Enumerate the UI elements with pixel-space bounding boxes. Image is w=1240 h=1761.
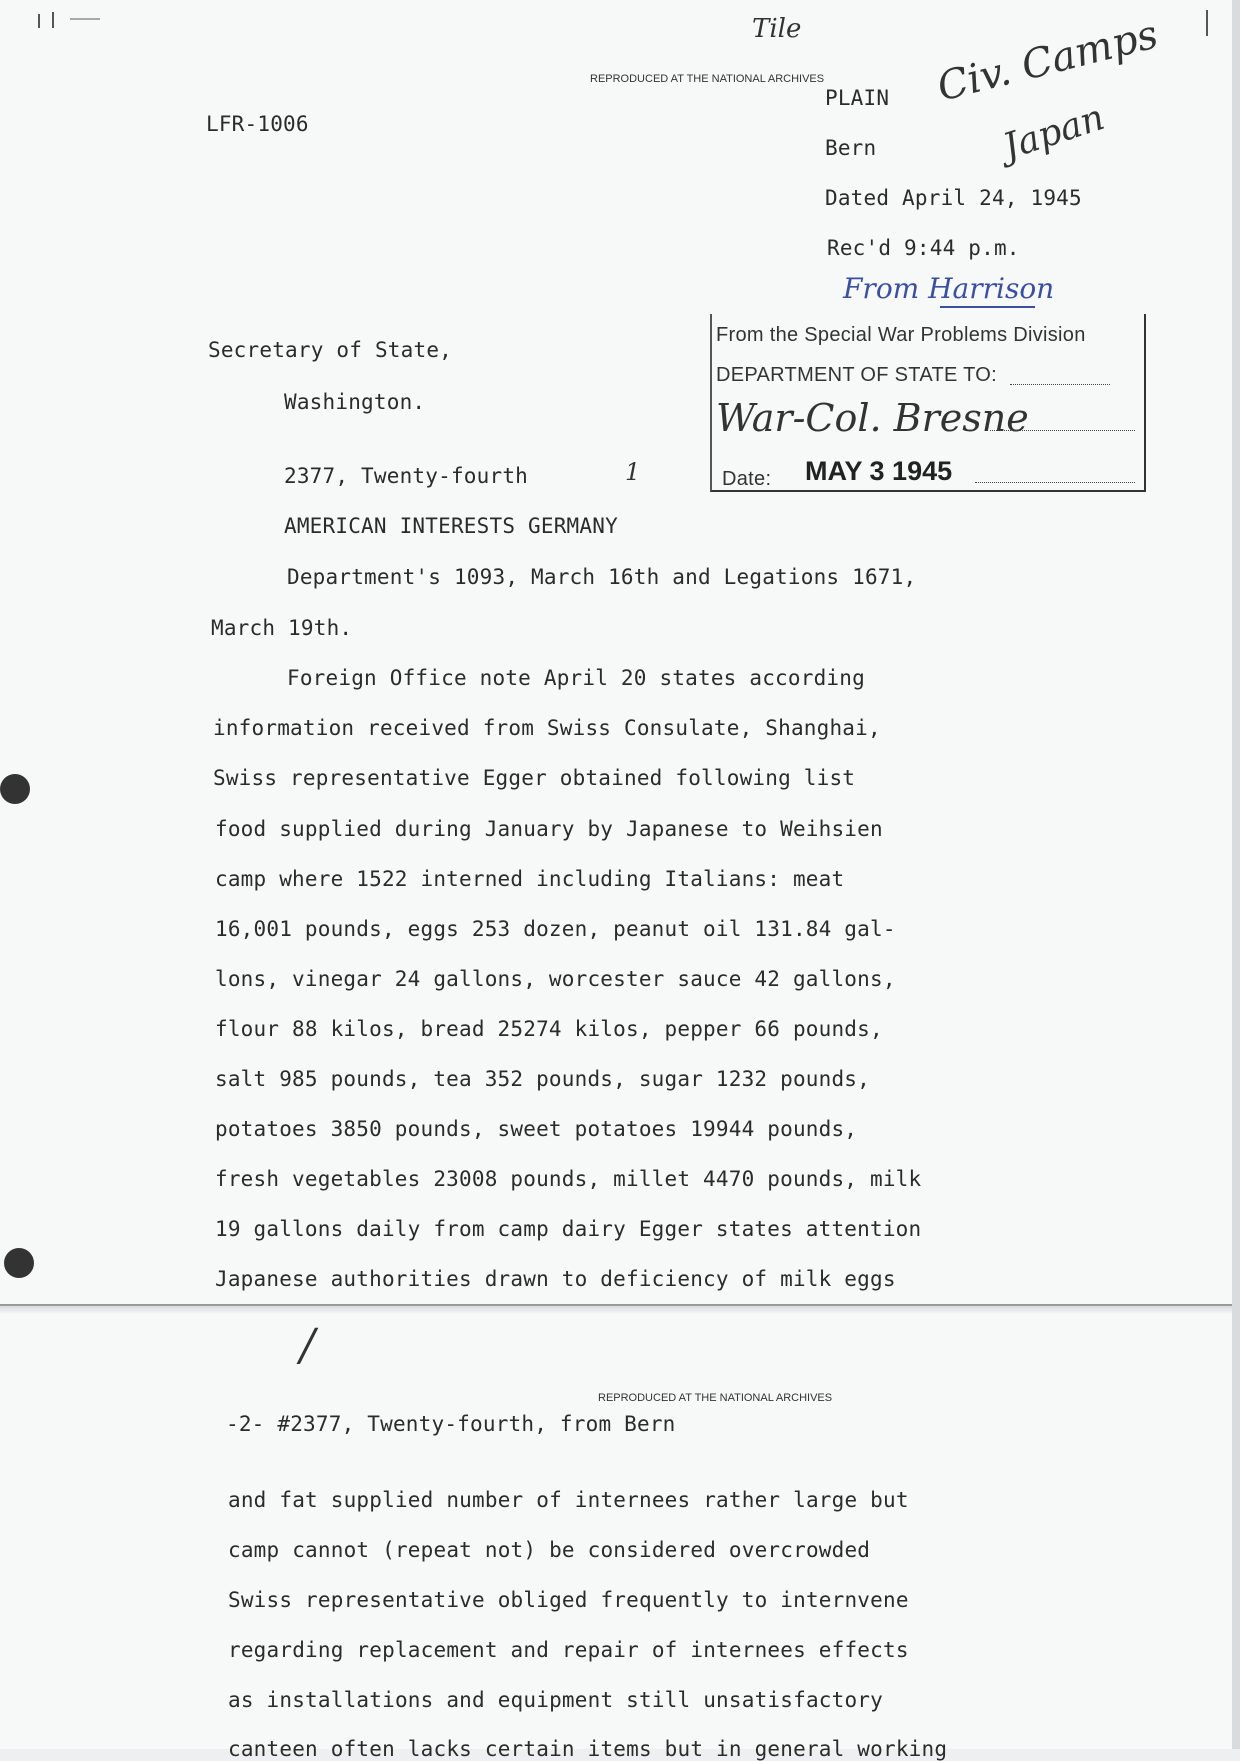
handwritten-category-2: Japan (998, 96, 1110, 169)
handwritten-category: Civ. Camps (932, 11, 1163, 111)
body-line: flour 88 kilos, bread 25274 kilos, pepper 66 pounds, (215, 1017, 883, 1041)
from-underline (940, 306, 1035, 308)
handwritten-mark: 1 (625, 458, 641, 486)
body-line: lons, vinegar 24 gallons, worcester sauce 42 gallons, (215, 967, 896, 991)
routing-dotline (1010, 384, 1110, 385)
received-line: Rec'd 9:44 p.m. (827, 236, 1020, 260)
body-line: March 19th. (211, 616, 353, 640)
routing-dotline (990, 430, 1135, 431)
subject-number: 2377, Twenty-fourth (284, 464, 529, 488)
page2-body-line: camp cannot (repeat not) be considered overcrowded (228, 1538, 871, 1562)
body-line: Japanese authorities drawn to deficiency of milk eggs (215, 1267, 896, 1291)
reference-code: LFR-1006 (206, 112, 309, 136)
body-line: 19 gallons daily from camp dairy Egger states attention (215, 1217, 922, 1241)
body-line: salt 985 pounds, tea 352 pounds, sugar 1232 pounds, (215, 1067, 870, 1091)
routing-stamp-line2: DEPARTMENT OF STATE TO: (716, 364, 998, 386)
body-line: Foreign Office note April 20 states according (287, 666, 865, 690)
handwritten-top-scribble: Tile (752, 14, 802, 44)
page2-body-line: and fat supplied number of internees rather large but (228, 1488, 909, 1512)
body-line: food supplied during January by Japanese to Weihsien (215, 817, 883, 841)
body-line: Swiss representative Egger obtained following list (213, 766, 856, 790)
page-edge (1232, 0, 1240, 1749)
body-line: information received from Swiss Consulate, Shanghai, (213, 716, 881, 740)
page2-header: -2- #2377, Twenty-fourth, from Bern (226, 1412, 676, 1436)
body-line: Department's 1093, March 16th and Legations 1671, (287, 565, 917, 589)
routing-stamp-line1: From the Special War Problems Division (716, 324, 1086, 346)
scan-speck (38, 14, 40, 28)
routing-to-handwritten: War-Col. Bresne (716, 396, 1029, 440)
address-line-1: Secretary of State, (208, 338, 453, 362)
routing-dotline (975, 482, 1135, 483)
page2-body-line: canteen often lacks certain items but in general working (228, 1737, 948, 1761)
classification: PLAIN (825, 86, 890, 110)
archives-stamp-bottom: REPRODUCED AT THE NATIONAL ARCHIVES (598, 1392, 833, 1404)
body-line: fresh vegetables 23008 pounds, millet 4470 pounds, milk (215, 1167, 922, 1191)
dated-line: Dated April 24, 1945 (825, 186, 1082, 210)
body-line: potatoes 3850 pounds, sweet potatoes 19944 pounds, (215, 1117, 858, 1141)
page2-body-line: as installations and equipment still unsatisfactory (228, 1688, 883, 1712)
subject-title: AMERICAN INTERESTS GERMANY (284, 514, 618, 538)
page2-body-line: Swiss representative obliged frequently to internvene (228, 1588, 909, 1612)
page-divider-shadow (0, 1306, 1232, 1314)
page2-body-line: regarding replacement and repair of internees effects (228, 1638, 909, 1662)
punch-hole (0, 774, 30, 804)
body-line: camp where 1522 interned including Italians: meat (215, 867, 845, 891)
routing-date-value: MAY 3 1945 (805, 456, 953, 486)
scan-speck (1206, 10, 1208, 36)
archives-stamp-top: REPRODUCED AT THE NATIONAL ARCHIVES (590, 73, 825, 85)
address-line-2: Washington. (284, 390, 426, 414)
handwritten-from: From Harrison (843, 272, 1055, 305)
scan-speck (52, 12, 54, 28)
body-line: 16,001 pounds, eggs 253 dozen, peanut oil 131.84 gal- (215, 917, 896, 941)
punch-hole (4, 1248, 34, 1278)
routing-date-label: Date: (722, 468, 772, 490)
handwritten-mark-2: / (300, 1320, 315, 1371)
scan-speck (70, 18, 100, 20)
origin-city: Bern (825, 136, 877, 160)
